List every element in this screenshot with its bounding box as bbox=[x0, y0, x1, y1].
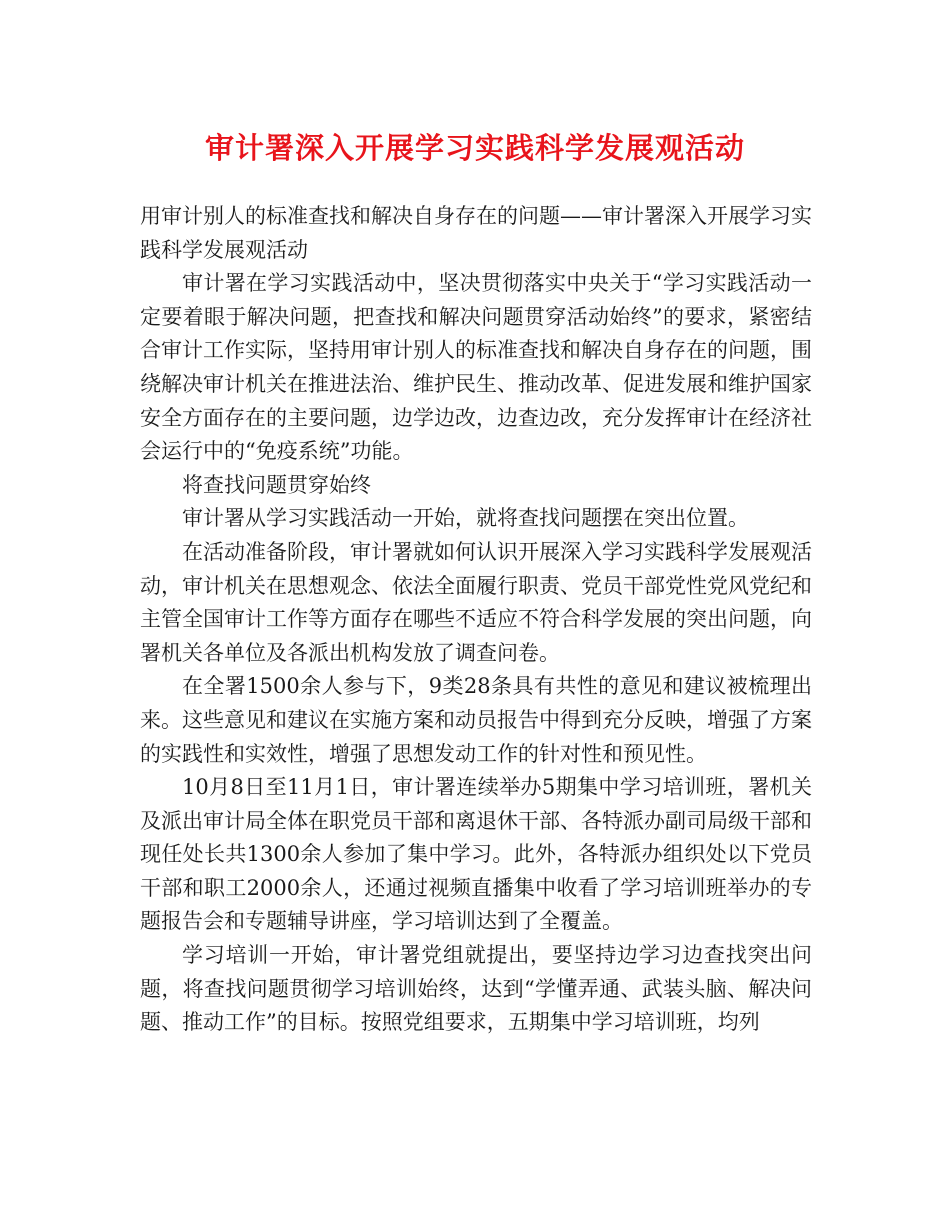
paragraph: 10月8日至11月1日，审计署连续举办5期集中学习培训班，署机关及派出审计局全体在职党员干部和离退休干部、各特派办副司局级干部和现任处长共1300余人参加了集中学习。此外，各特派办组织处以下党员干部和职工2000余人，还通过视频直播集中收看了学习培训班举办的专题报告会和专题辅导讲座，学习培训达到了全覆盖。 bbox=[140, 775, 812, 934]
paragraph: 审计署从学习实践活动一开始，就将查找问题摆在突出位置。 bbox=[182, 506, 749, 531]
paragraph-subtitle: 用审计别人的标准查找和解决自身存在的问题——审计署深入开展学习实践科学发展观活动 bbox=[140, 204, 812, 262]
document-body bbox=[140, 200, 812, 1040]
document-title: 审计署深入开展学习实践科学发展观活动 bbox=[204, 131, 745, 165]
paragraph: 学习培训一开始，审计署党组就提出，要坚持边学习边查找突出问题，将查找问题贯彻学习培训始终，达到“学懂弄通、武装头脑、解决问题、推动工作”的目标。按照党组要求，五期集中学习培训班，均列 bbox=[140, 943, 812, 1035]
section-heading: 将查找问题贯穿始终 bbox=[182, 472, 371, 497]
paragraph: 审计署在学习实践活动中，坚决贯彻落实中央关于“学习实践活动一定要着眼于解决问题，把查找和解决问题贯穿活动始终”的要求，紧密结合审计工作实际，坚持用审计别人的标准查找和解决自身存在的问题，围绕解决审计机关在推进法治、维护民生、推动改革、促进发展和维护国家安全方面存在的主要问题，边学边改，边查边改，充分发挥审计在经济社会运行中的“免疫系统”功能。 bbox=[140, 271, 812, 464]
paragraph: 在活动准备阶段，审计署就如何认识开展深入学习实践科学发展观活动，审计机关在思想观念、依法全面履行职责、党员干部党性党风党纪和主管全国审计工作等方面存在哪些不适应不符合科学发展的突出问题，向署机关各单位及各派出机构发放了调查问卷。 bbox=[140, 539, 812, 665]
paragraph: 在全署1500余人参与下，9类28条具有共性的意见和建议被梳理出来。这些意见和建议在实施方案和动员报告中得到充分反映，增强了方案的实践性和实效性，增强了思想发动工作的针对性和预见性。 bbox=[140, 674, 812, 766]
